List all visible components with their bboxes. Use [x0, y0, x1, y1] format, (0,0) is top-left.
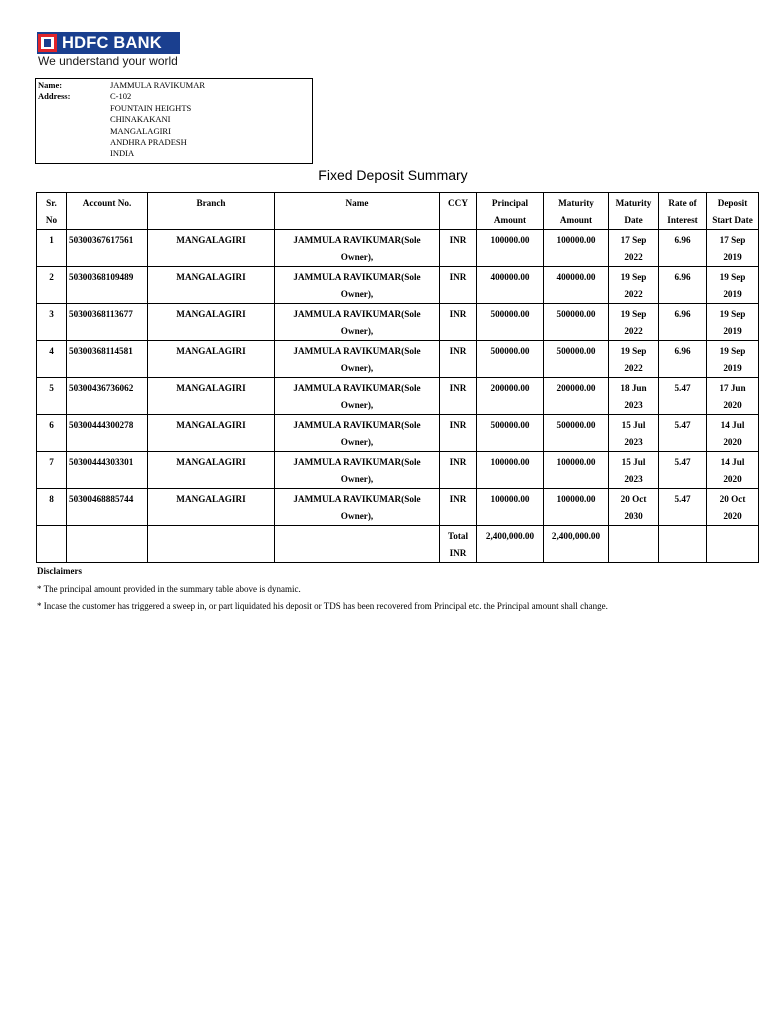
cell-principal: 500000.00 — [477, 304, 544, 341]
table-header-row — [37, 193, 759, 230]
cell-principal: 100000.00 — [477, 452, 544, 489]
cell-account: 50300444303301 — [67, 452, 148, 489]
cell-start-date: 20 Oct 2020 — [707, 489, 759, 526]
cell-name: JAMMULA RAVIKUMAR(Sole Owner), — [275, 452, 440, 489]
cell-maturity-amount: 500000.00 — [544, 304, 609, 341]
address-line: CHINAKAKANI — [110, 114, 171, 125]
address-line: ANDHRA PRADESH — [110, 137, 187, 147]
cell-principal: 500000.00 — [477, 415, 544, 452]
cell-branch: MANGALAGIRI — [148, 267, 275, 304]
cell-principal: 100000.00 — [477, 230, 544, 267]
cell-sr: 8 — [37, 489, 67, 526]
table-row — [37, 267, 759, 304]
cell-branch: MANGALAGIRI — [148, 304, 275, 341]
cell-branch: MANGALAGIRI — [148, 230, 275, 267]
address-label: Address: — [38, 91, 71, 102]
cell-sr: 7 — [37, 452, 67, 489]
address-line: MANGALAGIRI — [110, 125, 171, 136]
cell-rate: 5.47 — [659, 378, 707, 415]
cell-start-date: 19 Sep 2019 — [707, 304, 759, 341]
table-total-row — [37, 526, 759, 563]
cell-principal: 500000.00 — [477, 341, 544, 378]
cell-maturity-date: 18 Jun 2023 — [609, 378, 659, 415]
cell-maturity-amount: 100000.00 — [544, 452, 609, 489]
total-label: Total INR — [440, 526, 477, 563]
cell-name: JAMMULA RAVIKUMAR(Sole Owner), — [275, 267, 440, 304]
cell-sr: 2 — [37, 267, 67, 304]
cell-maturity-date: 19 Sep 2022 — [609, 341, 659, 378]
address-line: INDIA — [110, 148, 135, 159]
cell-start-date: 19 Sep 2019 — [707, 267, 759, 304]
cell-maturity-date: 19 Sep 2022 — [609, 267, 659, 304]
cell-sr: 1 — [37, 230, 67, 267]
fixed-deposit-table — [36, 192, 759, 563]
cell-start-date: 19 Sep 2019 — [707, 341, 759, 378]
col-header-sr: Sr. No — [37, 193, 67, 230]
cell-start-date: 17 Sep 2019 — [707, 230, 759, 267]
cell-rate: 5.47 — [659, 452, 707, 489]
cell-name: JAMMULA RAVIKUMAR(Sole Owner), — [275, 378, 440, 415]
cell-start-date: 14 Jul 2020 — [707, 415, 759, 452]
cell-rate: 6.96 — [659, 267, 707, 304]
cell-rate: 6.96 — [659, 341, 707, 378]
cell-maturity-amount: 500000.00 — [544, 341, 609, 378]
cell-ccy: INR — [440, 452, 477, 489]
cell-rate: 6.96 — [659, 304, 707, 341]
cell-account: 50300436736062 — [67, 378, 148, 415]
disclaimers-title: Disclaimers — [37, 566, 82, 576]
col-header-rate: Rate of Interest — [659, 193, 707, 230]
cell-account: 50300368114581 — [67, 341, 148, 378]
table-row — [37, 415, 759, 452]
cell-sr: 5 — [37, 378, 67, 415]
cell-ccy: INR — [440, 267, 477, 304]
cell-rate: 5.47 — [659, 489, 707, 526]
cell-name: JAMMULA RAVIKUMAR(Sole Owner), — [275, 341, 440, 378]
cell-principal: 200000.00 — [477, 378, 544, 415]
col-header-maturity-amount: Maturity Amount — [544, 193, 609, 230]
cell-ccy: INR — [440, 230, 477, 267]
cell-maturity-amount: 100000.00 — [544, 489, 609, 526]
cell-sr: 4 — [37, 341, 67, 378]
cell-maturity-date: 19 Sep 2022 — [609, 304, 659, 341]
cell-account: 50300468885744 — [67, 489, 148, 526]
logo-text: HDFC BANK — [62, 34, 162, 52]
cell-ccy: INR — [440, 415, 477, 452]
customer-name: JAMMULA RAVIKUMAR — [110, 80, 206, 90]
address-line: FOUNTAIN HEIGHTS — [110, 102, 192, 113]
hdfc-logo-icon — [38, 34, 57, 52]
cell-ccy: INR — [440, 341, 477, 378]
table-row — [37, 304, 759, 341]
total-maturity-amount: 2,400,000.00 — [544, 526, 609, 563]
cell-sr: 3 — [37, 304, 67, 341]
cell-rate: 6.96 — [659, 230, 707, 267]
cell-rate: 5.47 — [659, 415, 707, 452]
cell-principal: 400000.00 — [477, 267, 544, 304]
cell-maturity-date: 17 Sep 2022 — [609, 230, 659, 267]
table-row — [37, 489, 759, 526]
cell-branch: MANGALAGIRI — [148, 378, 275, 415]
total-principal: 2,400,000.00 — [477, 526, 544, 563]
cell-name: JAMMULA RAVIKUMAR(Sole Owner), — [275, 489, 440, 526]
cell-account: 50300367617561 — [67, 230, 148, 267]
cell-ccy: INR — [440, 489, 477, 526]
cell-account: 50300368109489 — [67, 267, 148, 304]
table-row — [37, 341, 759, 378]
cell-branch: MANGALAGIRI — [148, 452, 275, 489]
cell-branch: MANGALAGIRI — [148, 489, 275, 526]
cell-name: JAMMULA RAVIKUMAR(Sole Owner), — [275, 415, 440, 452]
cell-branch: MANGALAGIRI — [148, 415, 275, 452]
col-header-maturity-date: Maturity Date — [609, 193, 659, 230]
cell-branch: MANGALAGIRI — [148, 341, 275, 378]
cell-ccy: INR — [440, 378, 477, 415]
disclaimer-item: * Incase the customer has triggered a sweep in, or part liquidated his deposit or TDS has been recovered from Principal etc. the Principal amount shall change. — [37, 601, 608, 611]
table-row — [37, 378, 759, 415]
table-row — [37, 230, 759, 267]
col-header-account: Account No. — [67, 193, 148, 230]
logo-bar — [37, 32, 180, 54]
cell-maturity-amount: 200000.00 — [544, 378, 609, 415]
cell-maturity-date: 15 Jul 2023 — [609, 452, 659, 489]
cell-start-date: 14 Jul 2020 — [707, 452, 759, 489]
tagline: We understand your world — [38, 54, 178, 68]
cell-maturity-amount: 400000.00 — [544, 267, 609, 304]
address-line: C-102 — [110, 91, 132, 102]
cell-name: JAMMULA RAVIKUMAR(Sole Owner), — [275, 304, 440, 341]
customer-address-box — [35, 78, 313, 164]
cell-principal: 100000.00 — [477, 489, 544, 526]
col-header-name: Name — [275, 193, 440, 230]
cell-maturity-date: 15 Jul 2023 — [609, 415, 659, 452]
col-header-start-date: Deposit Start Date — [707, 193, 759, 230]
col-header-principal: Principal Amount — [477, 193, 544, 230]
table-row — [37, 452, 759, 489]
cell-name: JAMMULA RAVIKUMAR(Sole Owner), — [275, 230, 440, 267]
cell-start-date: 17 Jun 2020 — [707, 378, 759, 415]
cell-maturity-amount: 100000.00 — [544, 230, 609, 267]
col-header-branch: Branch — [148, 193, 275, 230]
col-header-ccy: CCY — [440, 193, 477, 230]
cell-maturity-date: 20 Oct 2030 — [609, 489, 659, 526]
name-label: Name: — [38, 80, 63, 90]
disclaimer-item: * The principal amount provided in the summary table above is dynamic. — [37, 584, 301, 594]
cell-maturity-amount: 500000.00 — [544, 415, 609, 452]
cell-account: 50300444300278 — [67, 415, 148, 452]
cell-sr: 6 — [37, 415, 67, 452]
cell-ccy: INR — [440, 304, 477, 341]
cell-account: 50300368113677 — [67, 304, 148, 341]
page-title: Fixed Deposit Summary — [318, 167, 468, 183]
